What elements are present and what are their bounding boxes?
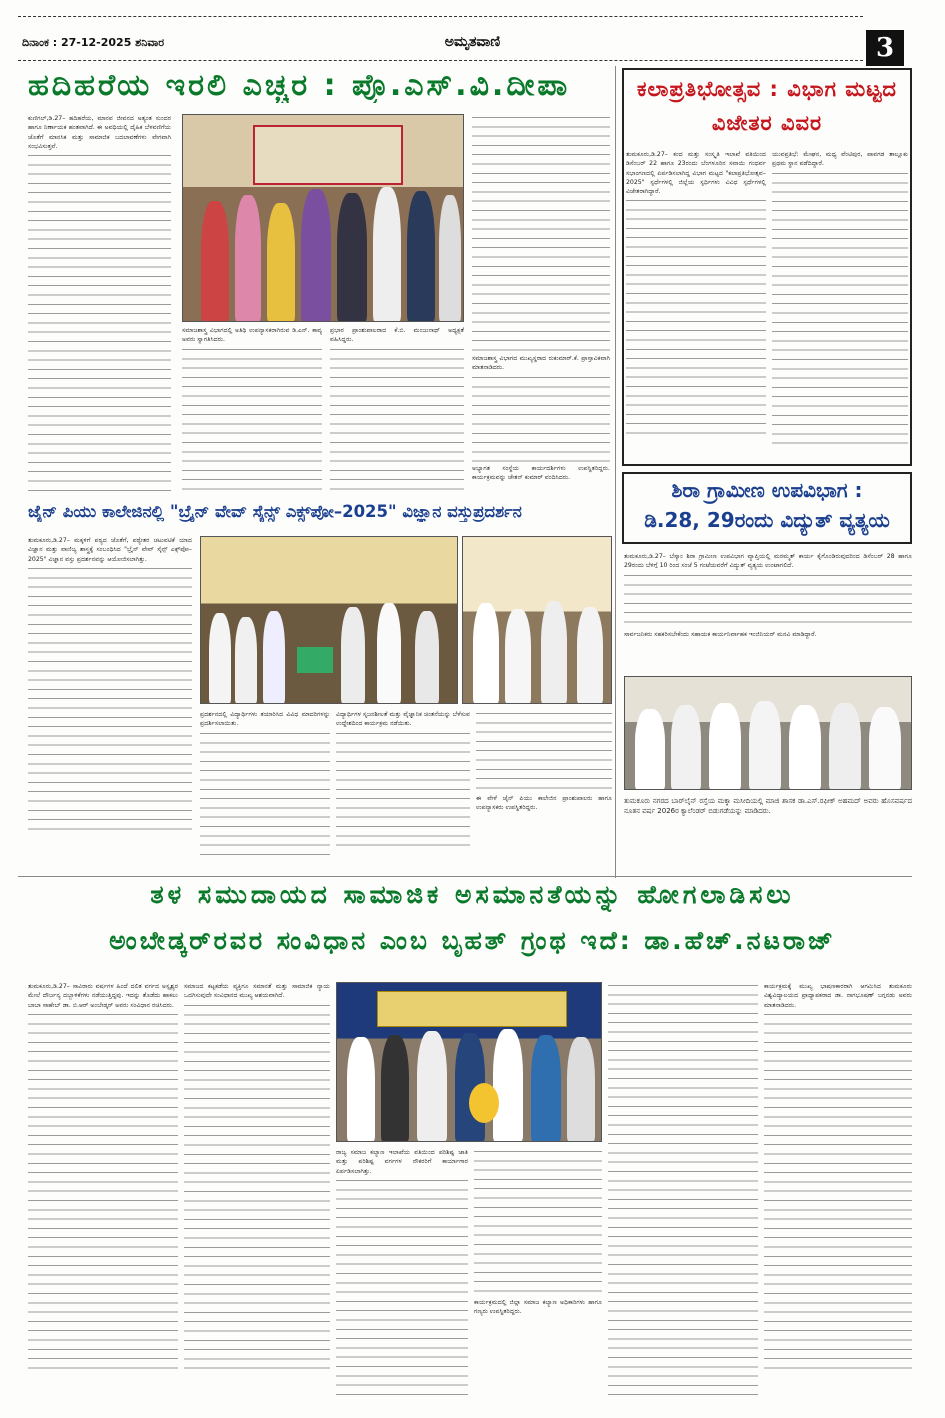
story2-col2: ಯುವಪ್ರತಿಭೆ: ಮೇಘನ, ಮಧ್ಯ ವೆಂಟಿಪುರ, ಪಾವಗಡ ತಾಲ್ಲೂಕು ಪ್ರಥಮ ಸ್ಥಾನ ಪಡೆದಿದ್ದಾರೆ. <box>772 150 908 460</box>
story5-col3: ರಾಜ್ಯ ಸಮಾಜ ಕಲ್ಯಾಣ ಇಲಾಖೆಯ ವತಿಯಿಂದ ಪರಿಶಿಷ್ಟ ಜಾತಿ ಮತ್ತು ಪರಿಶಿಷ್ಟ ವರ್ಗಗಳ ನೌಕರರಿಗೆ ಕಾರ್ಯಾಗಾರ ಏರ್ಪಡಿಸಲಾಗಿತ್ತು. <box>336 1148 468 1400</box>
story3-col1: ತುಮಕೂರು,ಡಿ.27– ಮಕ್ಕಳಿಗೆ ಪಠ್ಯದ ಜೊತೆಗೆ, ಪಠ್ಯೇತರ ಚಟುವಟಿಕೆ ಯಾದ ವಿಜ್ಞಾನ ಮತ್ತು ವಾಣಿಜ್ಯ ಶಾಸ್ತ್ರಕ್ಕೆ ಸಂಬಂಧಿಸಿದ "ಬ್ರೈನ್ ವೇವ್ ಸೈನ್ಸ್ ಎಕ್ಸ್‌ಪೋ–2025" ವಿಜ್ಞಾನ ವಸ್ತು ಪ್ರದರ್ಶನವನ್ನು ಆಯೋಜಿಸಲಾಗಿತ್ತು. <box>28 536 192 866</box>
story1-photo <box>182 114 464 322</box>
person-figure <box>377 603 401 703</box>
person-figure <box>493 1029 523 1141</box>
story5-photo <box>336 982 602 1142</box>
story5-headline-line1: ತಳ ಸಮುದಾಯದ ಸಾಮಾಜಿಕ ಅಸಮಾನತೆಯನ್ನು ಹೋಗಲಾಡಿಸಲು <box>150 880 795 909</box>
person-figure <box>439 195 461 321</box>
person-figure <box>541 601 567 703</box>
person-figure <box>209 613 231 703</box>
story3-photo <box>200 536 458 704</box>
person-figure <box>415 611 439 703</box>
story5-col6: ಕಾರ್ಯಕ್ರಮಕ್ಕೆ ಮುಖ್ಯ ಭಾಷಣಕಾರರಾಗಿ ಆಗಮಿಸಿದ ತುಮಕೂರು ವಿಶ್ವವಿದ್ಯಾಲಯದ ಪ್ರಾಧ್ಯಾಪಕರಾದ ಡಾ. ನಾಗಭೂಷಣ್ ಬಗ್ಗನಡು ಅವರು ಮಾತನಾಡಿದರು. <box>764 982 912 1400</box>
person-figure <box>567 1037 595 1141</box>
column-separator <box>615 66 616 878</box>
person-figure <box>381 1035 409 1141</box>
person-figure <box>829 703 861 789</box>
story1-col2: ಸಮಾಜಶಾಸ್ತ್ರ ವಿಭಾಗದಲ್ಲಿ ಅತಿಥಿ ಉಪನ್ಯಾಸಕರಾಗಿರುವ ಡಿ.ಎನ್. ಕಾವ್ಯ ಅವರು ಸ್ವಾಗತಿಸಿದರು. <box>182 326 322 500</box>
person-figure <box>347 1037 375 1141</box>
person-figure <box>263 611 285 703</box>
story1-col4: ಸಮಾಜಶಾಸ್ತ್ರ ವಿಭಾಗದ ಮುಖ್ಯಸ್ಥರಾದ ರುಕುಮಾರ್.ಕೆ. ಪ್ರಾಸ್ತಾವಿಕವಾಗಿ ಮಾತನಾಡಿದರು. ಅಭ್ಯಾಗತ ಸಂಸ್ಥೆಯ ಕಾರ್ಯದರ್ಶಿಗಳು ಉಪಸ್ಥಿತರಿದ್ದರು. ಕಾರ್ಯಕ್ರಮವನ್ನು ಚೇತನ್ ಕುಮಾರ್ ವಂದಿಸಿದರು. <box>472 114 610 500</box>
person-figure <box>267 203 295 321</box>
person-figure <box>337 193 367 321</box>
newspaper-name: ಅಮೃತವಾಣಿ <box>444 34 501 50</box>
person-figure <box>473 603 499 703</box>
story5-col5 <box>608 982 758 1400</box>
story3-headline: ಜೈನ್ ಪಿಯು ಕಾಲೇಜಿನಲ್ಲಿ "ಬ್ರೈನ್ ವೇವ್ ಸೈನ್ಸ್ ಎಕ್ಸ್‌ಪೋ–2025" ವಿಜ್ಞಾನ ವಸ್ತುಪ್ರದರ್ಶನ <box>28 502 522 521</box>
story3-col2: ಪ್ರದರ್ಶನದಲ್ಲಿ ವಿದ್ಯಾರ್ಥಿಗಳು ತಯಾರಿಸಿದ ವಿವಿಧ ಮಾದರಿಗಳನ್ನು ಪ್ರದರ್ಶಿಸಲಾಯಿತು. <box>200 710 330 866</box>
exhibit-model <box>297 647 333 673</box>
person-figure <box>505 609 531 703</box>
story5-col4: ಕಾರ್ಯಕ್ರಮದಲ್ಲಿ ಜಿಲ್ಲಾ ಸಮಾಜ ಕಲ್ಯಾಣ ಅಧಿಕಾರಿಗಳು ಹಾಗೂ ಗಣ್ಯರು ಉಪಸ್ಥಿತರಿದ್ದರು. <box>474 1148 602 1400</box>
story3-col4: ಈ ವೇಳೆ ಜೈನ್ ಪಿಯು ಕಾಲೇಜಿನ ಪ್ರಾಂಶುಪಾಲರು ಹಾಗೂ ಉಪನ್ಯಾಸಕರು ಉಪಸ್ಥಿತರಿದ್ದರು. <box>476 710 612 866</box>
person-figure <box>709 703 741 789</box>
bottom-rule <box>18 876 912 877</box>
person-figure <box>341 607 365 703</box>
story4-headline-line2: ಡಿ.28, 29ರಂದು ವಿದ್ಯುತ್ ವ್ಯತ್ಯಯ <box>644 508 890 532</box>
top-dashed-rule <box>18 16 863 17</box>
person-figure <box>749 701 781 789</box>
story4-body: ತುಮಕೂರು,ಡಿ.27– ಬೆಸ್ಕಾಂ ಶಿರಾ ಗ್ರಾಮೀಣ ಉಪವಿಭಾಗ ವ್ಯಾಪ್ತಿಯಲ್ಲಿ ಮರಮ್ಮತ್ ಕಾರ್ಯ ಕೈಗೊಂಡಿರುವುದರಿಂದ ಡಿಸೆಂಬರ್ 28 ಹಾಗೂ 29ರಂದು ಬೆಳಿಗ್ಗೆ 10 ರಿಂದ ಸಂಜೆ 5 ಗಂಟೆಯವರೆಗೆ ವಿದ್ಯುತ್ ವ್ಯತ್ಯಯ ಉಂಟಾಗಲಿದೆ. ಸಾರ್ವಜನಿಕರು ಸಹಕರಿಸಬೇಕೆಂದು ಸಹಾಯಕ ಕಾರ್ಯನಿರ್ವಾಹಕ ಇಂಜಿನಿಯರ್ ಮನವಿ ಮಾಡಿದ್ದಾರೆ. <box>624 553 912 638</box>
person-figure <box>407 191 435 321</box>
event-banner <box>377 991 567 1027</box>
person-figure <box>869 707 901 789</box>
story5-headline-line2: ಅಂಬೇಡ್ಕರ್‌ರವರ ಸಂವಿಧಾನ ಎಂಬ ಬೃಹತ್ ಗ್ರಂಥ ಇದೆ: ಡಾ.ಹೆಚ್.ನಟರಾಜ್ <box>109 926 836 955</box>
issue-date: ದಿನಾಂಕ : 27-12-2025 ಶನಿವಾರ <box>22 36 165 49</box>
person-figure <box>373 187 401 321</box>
story3-photo-2 <box>462 536 612 704</box>
story2-col1: ತುಮಕೂರು,ಡಿ.27– ಕಂದ ಮತ್ತು ಸಂಸ್ಕೃತಿ ಇಲಾಖೆ ವತಿಯಿಂದ ಡಿಸೆಂಬರ್ 22 ಹಾಗೂ 23ರಂದು ಬೆಂಗಳೂರಿನ ಸವಾಯಿ ಗಂಧರ್ವ ಸಭಾಂಗಣದಲ್ಲಿ ಏರ್ಪಡಿಸಲಾಗಿದ್ದ ವಿಭಾಗ ಮಟ್ಟದ "ಕಲಾಪ್ರತಿಭೋತ್ಸವ–2025" ಸ್ಪರ್ಧೆಗಳಲ್ಲಿ ಜಿಲ್ಲೆಯ ಸ್ಪರ್ಧಿಗಳು ವಿವಿಧ ಸ್ಪರ್ಧೆಗಳಲ್ಲಿ ವಿಜೇತರಾಗಿದ್ದಾರೆ. <box>626 150 766 460</box>
story5-col1: ತುಮಕೂರು,ಡಿ.27– ಸಾವಿರಾರು ವರ್ಷಗಳ ಹಿಂದೆ ದಲಿತ ವರ್ಗದ ಅಸ್ಪೃಶ್ಯರ ಮೇಲೆ ದೌರ್ಜನ್ಯ ದಬ್ಬಾಳಿಕೆಗಳು ನಡೆಯುತ್ತಿದ್ದವು. ಇದನ್ನು ತೊಡೆದು ಹಾಕಲು ಬಾಬಾ ಸಾಹೇಬ್ ಡಾ. ಬಿ.ಆರ್ ಅಂಬೇಡ್ಕರ್ ಅವರು ಸಂವಿಧಾನ ರಚಿಸಿದರು. <box>28 982 178 1400</box>
story2-headline: ಕಲಾಪ್ರತಿಭೋತ್ಸವ : ವಿಭಾಗ ಮಟ್ಟದ ವಿಜೇತರ ವಿವರ <box>637 77 897 135</box>
story4-caption: ತುಮಕೂರು ನಗರದ ಬಾರ್‌ಲೈನ್ ರಸ್ತೆಯ ಮಕ್ಕಾ ಮಸೀದಿಯಲ್ಲಿ ಮಾಜಿ ಶಾಸಕ ಡಾ.ಎಸ್.ರಫೀಕ್ ಅಹಮದ್ ಅವರು ಹೊಸವರ್ಷದ ನೂತನ ವರ್ಷ 2026ರ ಕ್ಯಾಲೆಂಡರ್ ಬಿಡುಗಡೆಯನ್ನು ಮಾಡಿದರು. <box>624 797 912 815</box>
person-figure <box>635 709 665 789</box>
story1-headline: ಹದಿಹರೆಯ ಇರಲಿ ಎಚ್ಚರ : ಪ್ರೊ.ಎಸ್.ವಿ.ದೀಪಾ <box>28 68 571 103</box>
person-figure <box>201 201 229 321</box>
story3-col3: ವಿದ್ಯಾರ್ಥಿಗಳ ಸೃಜನಶೀಲತೆ ಮತ್ತು ವೈಜ್ಞಾನಿಕ ಚಿಂತನೆಯನ್ನು ಬೆಳೆಸುವ ಉದ್ದೇಶದಿಂದ ಕಾರ್ಯಕ್ರಮ ನಡೆಯಿತು. <box>336 710 470 866</box>
person-figure <box>577 607 603 703</box>
person-figure <box>671 705 701 789</box>
masthead-rule <box>18 60 863 61</box>
person-figure <box>417 1031 447 1141</box>
story1-col1: ಕುಣಿಗಲ್,ಡಿ.27– ಹದಿಹರೆಯ, ಮಾನವ ಜೀವನದ ಅತ್ಯಂತ ಸುಂದರ ಹಾಗೂ ನಿರ್ಣಾಯಕ ಹಂತವಾಗಿದೆ. ಈ ಅವಧಿಯಲ್ಲಿ ದೈಹಿಕ ಬೆಳವಣಿಗೆಯ ಜೊತೆಗೆ ಮಾನಸಿಕ ಮತ್ತು ಸಾಮಾಜಿಕ ಬದಲಾವಣೆಗಳು ವೇಗವಾಗಿ ಸಂಭವಿಸುತ್ತವೆ. <box>28 114 171 500</box>
person-figure <box>789 705 821 789</box>
event-banner <box>253 125 403 185</box>
person-figure <box>235 617 257 703</box>
flower-garland <box>469 1083 499 1123</box>
person-figure <box>301 189 331 321</box>
story1-col3: ಪ್ರಭಾರ ಪ್ರಾಂಶುಪಾಲರಾದ ಕೆ.ಬಿ. ಮಂಜುನಾಥ್ ಅಧ್ಯಕ್ಷತೆ ವಹಿಸಿದ್ದರು. <box>330 326 464 500</box>
person-figure <box>531 1035 561 1141</box>
page-number: 3 <box>866 30 904 66</box>
person-figure <box>235 195 261 321</box>
story4-photo <box>624 676 912 790</box>
story4-headline-line1: ಶಿರಾ ಗ್ರಾಮೀಣ ಉಪವಿಭಾಗ : <box>671 478 863 502</box>
story5-col2: ಸಮಾಜದ ಕಟ್ಟಕಡೆಯ ವ್ಯಕ್ತಿಗೂ ಸಮಾನತೆ ಮತ್ತು ಸಾಮಾಜಿಕ ನ್ಯಾಯ ಒದಗಿಸುವುದೇ ಸಂವಿಧಾನದ ಮುಖ್ಯ ಆಶಯವಾಗಿದೆ. <box>184 982 330 1400</box>
